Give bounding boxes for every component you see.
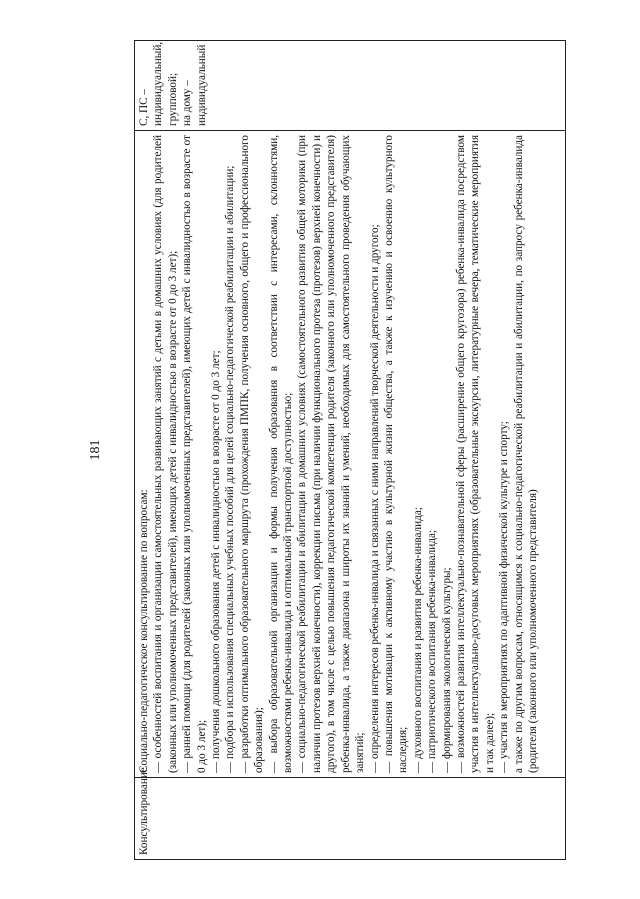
content-line: — возможностей развития интеллектуально-познавательной сферы (расширение общего кругозора) ребенка-инвалида посредством участия в интеллектуально-досуговых мероприятиях (образовательные экскурсии, литературные вечера, тематические мероприятия и так далее); bbox=[454, 134, 496, 773]
rotated-page-content bbox=[70, 40, 570, 860]
content-line: а также по другим вопросам, относящимся к социально-педагогической реабилитации и абилитации, по запросу ребенка-инвалида (родителя (законного или уполномоченного представителя) bbox=[512, 134, 539, 773]
form-line: индивидуальный, bbox=[152, 41, 165, 126]
content-line: Социально-педагогическое консультирование по вопросам: bbox=[138, 488, 150, 773]
form-line: групповой; bbox=[166, 72, 179, 126]
table-row bbox=[135, 40, 566, 859]
form-cell bbox=[135, 40, 566, 130]
content-line: — повышения мотивации к активному участию в культурной жизни общества, а также к изучению и освоению культурного наследия; bbox=[382, 134, 410, 773]
content-line: — выбора образовательной организации и формы получения образования в соответствии с интересами, склонностями, возможностями ребенка-инвалида и оптимальной транспортной доступностью; bbox=[267, 134, 295, 773]
form-line: С, ПС – bbox=[138, 88, 150, 126]
form-line: на дому – bbox=[181, 79, 194, 126]
content-line: — патриотического воспитания ребенка-инвалида; bbox=[426, 529, 439, 773]
content-line: — особенностей воспитания и организации самостоятельных развивающих занятий с детьми в домашних условиях (для родителей (законных или уполномоченных представителей), имеющих детей с инвалидностью в возрасте от 0 до 3 лет); bbox=[152, 134, 179, 773]
page-number: 181 bbox=[88, 439, 103, 460]
content-line: — социально-педагогической реабилитации и абилитации в домашних условиях (самостоятельного развития общей моторики (при наличии протезов верхней конечности), коррекции письма (при наличии функционального протеза (протезов) верхней конечности) и другого), в том числе с целью повышения педагогической компетенции родителя (законного или уполномоченного представителя) ребенка-инвалида, а также диапазона и широты их знаний и умений, необходимых для самостоятельного проведения обучающих занятий; bbox=[296, 134, 367, 773]
content-line: — разработки оптимального образовательного маршрута (прохождения ПМПК, получения основного, общего и профессионального образования); bbox=[238, 134, 266, 773]
content-line: — получения дошкольного образования детей с инвалидностью в возрасте от 0 до 3 лет; bbox=[210, 349, 223, 773]
content-line: — определения интересов ребенка-инвалида и связанных с ними направлений творческой деятельности и другого; bbox=[368, 223, 381, 773]
content-line: — духовного воспитания и развития ребенка-инвалида; bbox=[411, 506, 424, 773]
content-line: — формирования экологической культуры; bbox=[440, 566, 453, 773]
category-cell: Консультирование bbox=[135, 777, 566, 859]
content-line: — участия в мероприятиях по адаптивной физической культуре и спорту; bbox=[498, 420, 511, 773]
content-line: — ранней помощи (для родителей (законных или уполномоченных представителей), имеющих детей с инвалидностью в возрасте от 0 до 3 лет); bbox=[181, 134, 208, 773]
content-cell bbox=[135, 130, 566, 777]
services-table bbox=[134, 40, 566, 860]
content-line: — подбора и использования специальных учебных пособий для целей социально-педагогической реабилитации и абилитации; bbox=[224, 165, 237, 773]
form-line: индивидуальный bbox=[195, 44, 208, 126]
